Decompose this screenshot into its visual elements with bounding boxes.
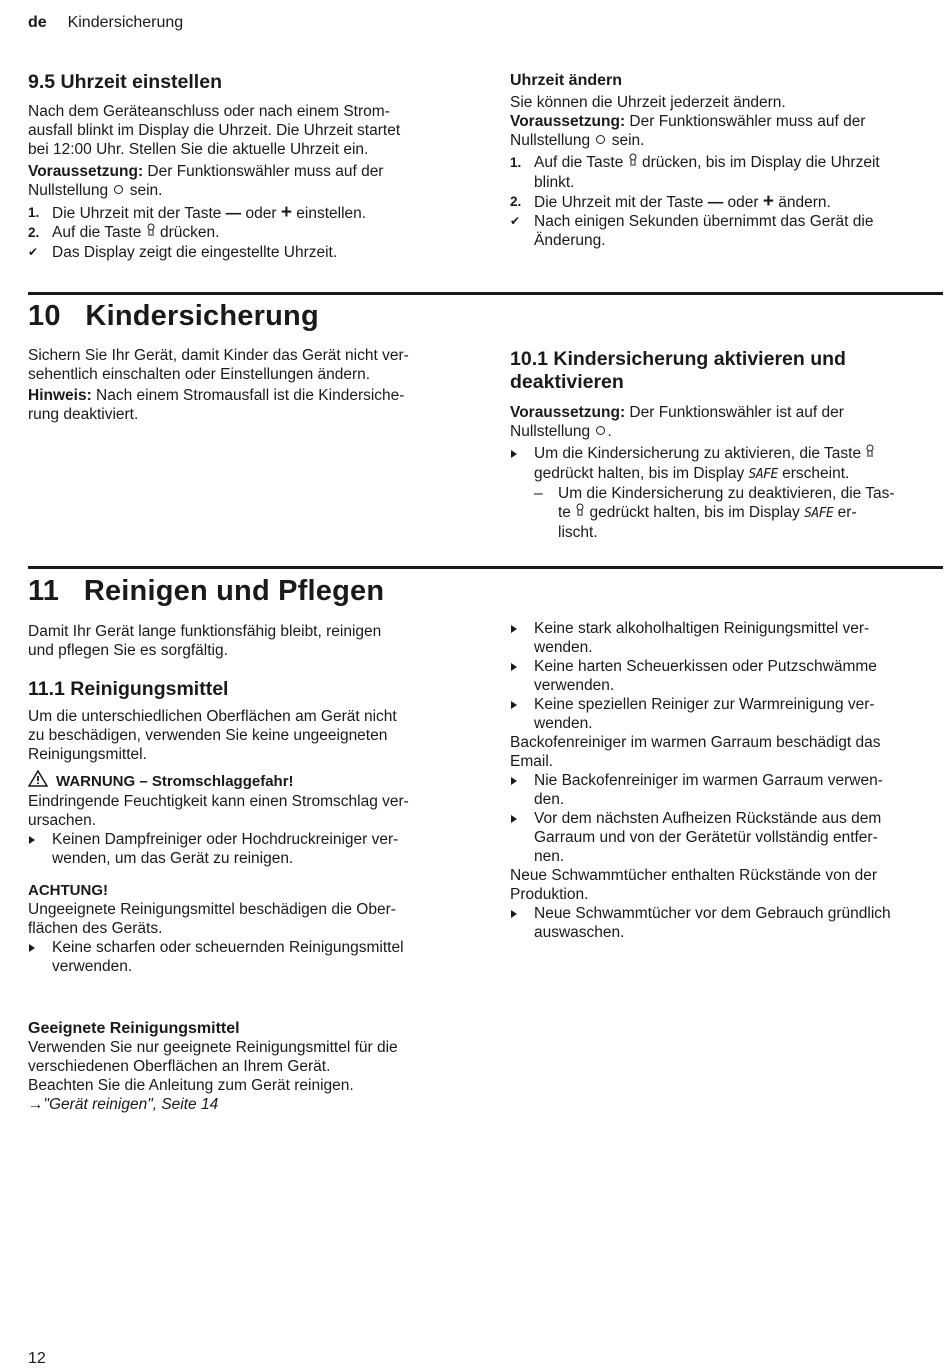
plus-icon: +	[762, 191, 774, 212]
text-span: Um die Kindersicherung zu aktivieren, die Taste	[534, 445, 866, 462]
warning-heading	[28, 770, 473, 792]
text-span: Der Funktionswähler muss auf der	[143, 163, 384, 180]
text-span: Auf die Taste	[534, 154, 628, 171]
chapter-title: 10 Kindersicherung	[28, 300, 319, 332]
warning-triangle-icon	[28, 770, 56, 792]
key-icon	[146, 223, 156, 243]
text-line: ursachen.	[28, 812, 97, 829]
result	[510, 212, 945, 250]
text-line: wenden, um das Gerät zu reinigen.	[52, 850, 294, 867]
text-span: Nullstellung	[28, 182, 113, 199]
bullet-item	[510, 444, 945, 484]
bullet-triangle-icon	[28, 830, 50, 849]
text-line: Garraum und von der Gerätetür vollständig entfer-	[534, 829, 878, 846]
bullet-item	[28, 830, 473, 868]
text-line: und pflegen Sie es sorgfältig.	[28, 642, 228, 659]
page-header	[28, 13, 183, 32]
text-line: wenden.	[534, 715, 593, 732]
bullet-item	[510, 904, 945, 942]
caution-label: ACHTUNG!	[28, 882, 108, 899]
text-line: Um die Kindersicherung zu deaktivieren, die Tas-	[558, 485, 895, 502]
bullet-item	[510, 695, 945, 733]
step-1	[28, 203, 468, 223]
requirement	[510, 403, 945, 422]
section-9-5	[28, 71, 468, 262]
zero-position-icon	[596, 426, 605, 435]
minus-icon: —	[225, 205, 242, 222]
suitable-cleaners	[28, 1019, 473, 1114]
section-title: 9.5 Uhrzeit einstellen	[28, 71, 222, 93]
requirement-label: Voraussetzung:	[510, 113, 626, 130]
text-line: Keine scharfen oder scheuernden Reinigungsmittel	[52, 939, 404, 956]
step-2	[510, 192, 945, 212]
zero-position-icon	[596, 135, 605, 144]
chapter-title: 11 Reinigen und Pflegen	[28, 575, 385, 607]
subsection-title: Geeignete Reinigungsmittel	[28, 1020, 240, 1037]
section-11	[28, 574, 473, 976]
cross-reference-link[interactable]: "Gerät reinigen", Seite 14	[43, 1096, 219, 1113]
text-line: Änderung.	[534, 232, 606, 249]
text-span: Die Uhrzeit mit der Taste	[534, 194, 708, 211]
text-line: flächen des Geräts.	[28, 920, 163, 937]
text-span: drücken.	[155, 224, 220, 241]
note	[28, 386, 468, 405]
text-line: blinkt.	[534, 174, 575, 191]
text-line: Neue Schwammtücher vor dem Gebrauch gründlich	[534, 905, 891, 922]
bullet-triangle-icon	[510, 904, 532, 923]
step-number: 1.	[510, 155, 522, 170]
text-line: verwenden.	[534, 677, 615, 694]
text-line: verschiedenen Oberflächen an Ihrem Gerät.	[28, 1058, 331, 1075]
bullet-item	[510, 657, 945, 695]
step-number: 2.	[510, 194, 522, 209]
text-line: Ungeeignete Reinigungsmittel beschädigen die Ober-	[28, 901, 396, 918]
step-1	[510, 153, 945, 192]
text-span: ändern.	[773, 194, 831, 211]
text-line: den.	[534, 791, 565, 808]
subsection-title: Uhrzeit ändern	[510, 72, 623, 89]
result	[28, 243, 468, 262]
bullet-triangle-icon	[510, 657, 532, 676]
intro-text	[28, 707, 473, 764]
text-line: Vor dem nächsten Aufheizen Rückstände aus dem	[534, 810, 882, 827]
text-span: Der Funktionswähler muss auf der	[625, 113, 866, 130]
zero-position-icon	[114, 185, 123, 194]
display-safe: SAFE	[804, 506, 834, 521]
text-span: Nach einem Stromausfall ist die Kindersiche-	[91, 387, 405, 404]
text-span: einstellen.	[291, 205, 367, 222]
text-line: sehentlich einschalten oder Einstellungen ändern.	[28, 366, 371, 383]
section-10-1	[510, 348, 945, 542]
text-span: oder	[241, 205, 281, 222]
note-label: Hinweis:	[28, 387, 92, 404]
bullet-triangle-icon	[510, 809, 532, 828]
text-line: Keine harten Scheuerkissen oder Putzschwämme	[534, 658, 877, 675]
step-2	[28, 223, 468, 243]
arrow-icon: →	[28, 1096, 44, 1113]
text-line: Keinen Dampfreiniger oder Hochdruckreiniger ver-	[52, 831, 399, 848]
check-icon: ✔	[510, 214, 521, 228]
bullet-triangle-icon	[28, 938, 50, 957]
text-span: Der Funktionswähler ist auf der	[625, 404, 844, 421]
text-line: Produktion.	[510, 886, 589, 903]
bullet-triangle-icon	[510, 771, 532, 790]
text-line: Damit Ihr Gerät lange funktionsfähig bleibt, reinigen	[28, 623, 382, 640]
text-span: oder	[723, 194, 763, 211]
text-span: Auf die Taste	[52, 224, 146, 241]
requirement-cont	[510, 422, 945, 441]
text-line: Neue Schwammtücher enthalten Rückstände von der	[510, 867, 878, 884]
bullet-item	[510, 809, 945, 866]
text-span: sein.	[125, 182, 163, 199]
text-line: Um die unterschiedlichen Oberflächen am Gerät nicht	[28, 708, 397, 725]
requirement-cont	[510, 131, 945, 150]
text-span: gedrückt halten, bis im Display	[585, 504, 805, 521]
text-line: Beachten Sie die Anleitung zum Gerät reinigen.	[28, 1077, 354, 1094]
page-number: 12	[28, 1350, 46, 1367]
text-line: Nach dem Geräteanschluss oder nach einem Strom-	[28, 103, 390, 120]
text-line: rung deaktiviert.	[28, 406, 139, 423]
text-span: Nullstellung	[510, 132, 595, 149]
intro-text	[28, 102, 468, 159]
requirement-label: Voraussetzung:	[510, 404, 626, 421]
text-line: Reinigungsmittel.	[28, 746, 147, 763]
text-line: bei 12:00 Uhr. Stellen Sie die aktuelle Uhrzeit ein.	[28, 141, 369, 158]
text-span: Das Display zeigt die eingestellte Uhrzeit.	[52, 244, 338, 261]
cross-reference[interactable]	[28, 1095, 473, 1114]
text-line: zu beschädigen, verwenden Sie keine ungeeigneten	[28, 727, 388, 744]
section-divider	[28, 292, 943, 295]
section-title: 11.1 Reinigungsmittel	[28, 678, 229, 700]
text-line: wenden.	[534, 639, 593, 656]
text-line: Nie Backofenreiniger im warmen Garraum verwen-	[534, 772, 883, 789]
text-span: te	[558, 504, 576, 521]
title-line: 10.1 Kindersicherung aktivieren und	[510, 348, 846, 370]
display-safe: SAFE	[748, 467, 778, 482]
text-line: lischt.	[558, 524, 598, 541]
requirement	[510, 112, 945, 131]
text-span: Die Uhrzeit mit der Taste	[52, 205, 226, 222]
text-span: Nullstellung	[510, 423, 595, 440]
dash-marker: –	[534, 485, 543, 502]
requirement-cont	[28, 181, 468, 200]
requirement	[28, 162, 468, 181]
bullet-item	[510, 619, 945, 657]
step-number: 2.	[28, 225, 40, 240]
section-title	[510, 348, 945, 394]
text-line: verwenden.	[52, 958, 133, 975]
sub-item	[510, 484, 945, 542]
text-span: er-	[833, 504, 857, 521]
intro-text	[28, 622, 473, 660]
text-span: erscheint.	[777, 465, 850, 482]
intro-text	[28, 346, 468, 384]
text-span: .	[607, 423, 612, 440]
check-icon: ✔	[28, 245, 39, 259]
bullet-triangle-icon	[510, 695, 532, 714]
section-10	[28, 299, 468, 424]
text-line: Eindringende Feuchtigkeit kann einen Stromschlag ver-	[28, 793, 409, 810]
text-line: ausfall blinkt im Display die Uhrzeit. Die Uhrzeit startet	[28, 122, 401, 139]
text-line: Verwenden Sie nur geeignete Reinigungsmittel für die	[28, 1039, 398, 1056]
minus-icon: —	[707, 194, 724, 211]
text-line: nen.	[534, 848, 565, 865]
key-icon	[575, 503, 585, 523]
warning-label: WARNUNG – Stromschlaggefahr!	[56, 772, 294, 790]
title-line: deaktivieren	[510, 371, 624, 393]
bullet-triangle-icon	[510, 619, 532, 638]
text-line: Sichern Sie Ihr Gerät, damit Kinder das Gerät nicht ver-	[28, 347, 409, 364]
intro-text: Sie können die Uhrzeit jederzeit ändern.	[510, 94, 786, 111]
text-line: Keine speziellen Reiniger zur Warmreinigung ver-	[534, 696, 875, 713]
text-span: sein.	[607, 132, 645, 149]
language-code: de	[28, 14, 47, 31]
step-number: 1.	[28, 205, 40, 220]
bullet-item	[510, 771, 945, 809]
bullet-triangle-icon	[510, 444, 532, 463]
text-line: Backofenreiniger im warmen Garraum beschädigt das	[510, 734, 881, 751]
change-time	[510, 71, 945, 250]
key-icon	[628, 153, 638, 173]
text-line: Keine stark alkoholhaltigen Reinigungsmittel ver-	[534, 620, 870, 637]
chapter-name: Kindersicherung	[67, 14, 184, 31]
text-span: drücken, bis im Display die Uhrzeit	[637, 154, 880, 171]
plus-icon: +	[280, 202, 292, 223]
bullet-item	[28, 938, 473, 976]
key-icon	[865, 444, 875, 464]
text-span: gedrückt halten, bis im Display	[534, 465, 749, 482]
requirement-label: Voraussetzung:	[28, 163, 144, 180]
text-line: Nach einigen Sekunden übernimmt das Gerät die	[534, 213, 874, 230]
text-line: auswaschen.	[534, 924, 625, 941]
cleaning-advice	[510, 619, 945, 942]
text-line: Email.	[510, 753, 554, 770]
section-divider	[28, 566, 943, 569]
